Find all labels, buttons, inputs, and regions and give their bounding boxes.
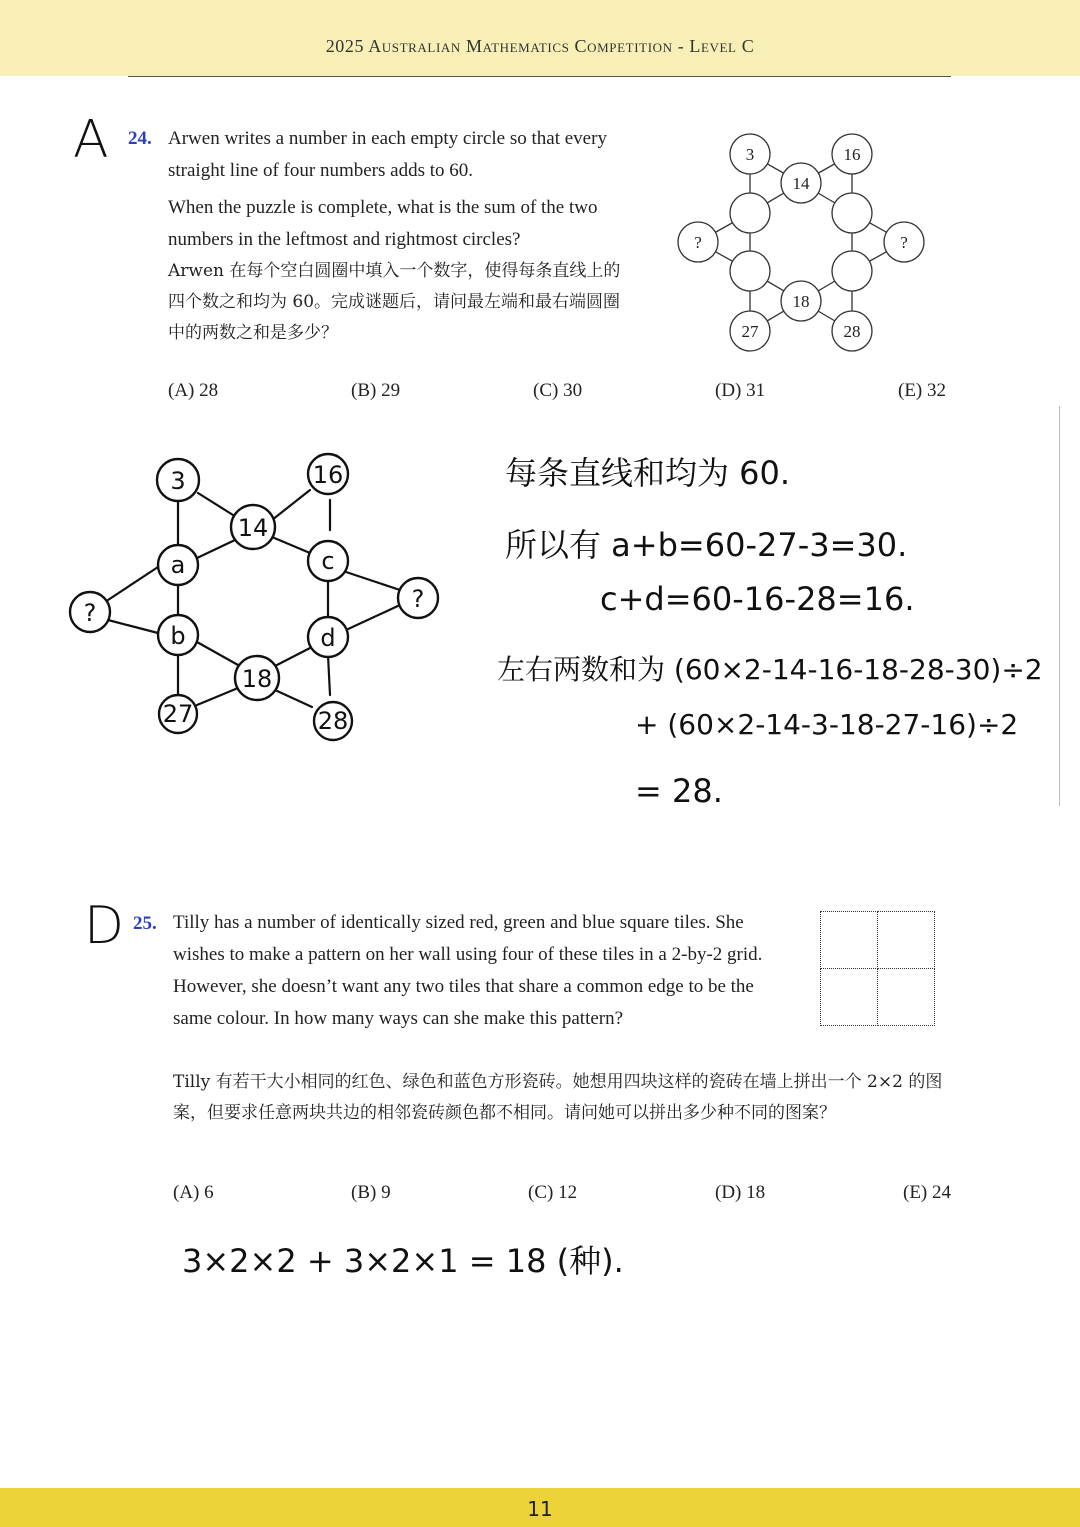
q24-sketch xyxy=(60,440,460,750)
q24-solution-line-1: 每条直线和均为 60. xyxy=(505,454,791,492)
q24-option-d: (D) 31 xyxy=(715,380,766,401)
sketch-label-c: c xyxy=(321,547,335,575)
fig-label-bottom-right: 28 xyxy=(843,322,861,341)
sketch-label-q-left: ? xyxy=(83,599,97,627)
page-number: 11 xyxy=(527,1497,553,1521)
q24-option-c: (C) 30 xyxy=(533,380,583,401)
fig-label-top-right: 16 xyxy=(843,145,861,164)
fig-label-right: ? xyxy=(900,233,908,252)
q24-solution-line-6: = 28. xyxy=(635,772,723,810)
q24-text xyxy=(168,123,633,349)
grid-cell-top-right xyxy=(877,911,935,969)
q25-option-b: (B) 9 xyxy=(351,1182,391,1203)
q24-answer-mark: A xyxy=(73,110,109,170)
page-header-title: 2025 Australian Mathematics Competition - Level C xyxy=(325,36,755,56)
q24-solution-line-4: 左右两数和为 (60×2-14-16-18-28-30)÷2 xyxy=(497,653,1043,686)
q24-text-en-2: When the puzzle is complete, what is the sum of the two numbers in the leftmost and rightmost circles? xyxy=(168,197,598,250)
q24-text-en-1: Arwen writes a number in each empty circle so that every straight line of four numbers adds to 60. xyxy=(168,128,607,181)
q24-option-b: (B) 29 xyxy=(351,380,401,401)
fig-label-top-left: 3 xyxy=(745,145,755,164)
q25-option-c: (C) 12 xyxy=(528,1182,578,1203)
q25-text-cn: Tilly 有若干大小相同的红色、绿色和蓝色方形瓷砖。她想用四块这样的瓷砖在墙上拼出一个 2×2 的图案，但要求任意两块共边的相邻瓷砖颜色都不相同。请问她可以拼出多少种不同的图案？ xyxy=(173,1072,943,1123)
q25-option-d: (D) 18 xyxy=(715,1182,766,1203)
sketch-label-d: d xyxy=(320,624,336,652)
fig-circle-upper-left xyxy=(730,193,770,233)
q25-option-a: (A) 6 xyxy=(173,1182,214,1203)
header-divider xyxy=(128,76,951,77)
q25-solution: 3×2×2 + 3×2×1 = 18 (种). xyxy=(182,1242,624,1280)
q24-solution-line-3: c+d=60-16-28=16. xyxy=(600,580,915,618)
q25-text-en-para: Tilly has a number of identically sized red, green and blue square tiles. She wishes to make a pattern on her wall using four of these tiles in a 2-by-2 grid. However, she doesn’t want any two tiles that share a common edge to be the same colour. In how many ways can she make this pattern? xyxy=(173,912,763,1029)
fig-label-top-mid: 14 xyxy=(792,174,810,193)
fig-circle-lower-right xyxy=(832,251,872,291)
q25-answer-mark: D xyxy=(84,896,125,956)
sketch-label-b: b xyxy=(170,622,186,650)
q25-option-e: (E) 24 xyxy=(903,1182,952,1203)
q24-solution-line-2: 所以有 a+b=60-27-3=30. xyxy=(505,526,908,564)
sketch-label-28: 28 xyxy=(317,707,349,735)
q24-text-cn: Arwen 在每个空白圆圈中填入一个数字，使得每条直线上的四个数之和均为 60。完成谜题后，请问最左端和最右端圆圈中的两数之和是多少？ xyxy=(168,261,621,343)
fig-label-bottom-mid: 18 xyxy=(792,292,810,311)
fig-label-left: ? xyxy=(694,233,702,252)
q25-text-cn-block xyxy=(173,1067,958,1129)
sketch-label-27: 27 xyxy=(162,700,194,728)
q24-solution-line-5: + (60×2-14-3-18-27-16)÷2 xyxy=(635,708,1019,741)
sketch-label-a: a xyxy=(170,551,186,579)
sketch-label-3: 3 xyxy=(170,467,186,495)
q24-figure xyxy=(670,125,940,355)
sketch-label-14: 14 xyxy=(237,514,269,542)
q24-option-a: (A) 28 xyxy=(168,380,219,401)
sketch-label-18: 18 xyxy=(241,665,273,693)
fig-circle-lower-left xyxy=(730,251,770,291)
grid-cell-bottom-right xyxy=(877,968,935,1026)
fig-label-bottom-left: 27 xyxy=(741,322,759,341)
grid-cell-bottom-left xyxy=(820,968,878,1026)
q25-text-en xyxy=(173,907,768,1035)
grid-cell-top-left xyxy=(820,911,878,969)
fig-circle-upper-right xyxy=(832,193,872,233)
sketch-label-q-right: ? xyxy=(411,585,425,613)
q25-number: 25. xyxy=(133,913,157,934)
sketch-label-16: 16 xyxy=(312,461,344,489)
scan-edge-line xyxy=(1059,406,1060,806)
q24-option-e: (E) 32 xyxy=(898,380,947,401)
q24-number: 24. xyxy=(128,128,152,149)
